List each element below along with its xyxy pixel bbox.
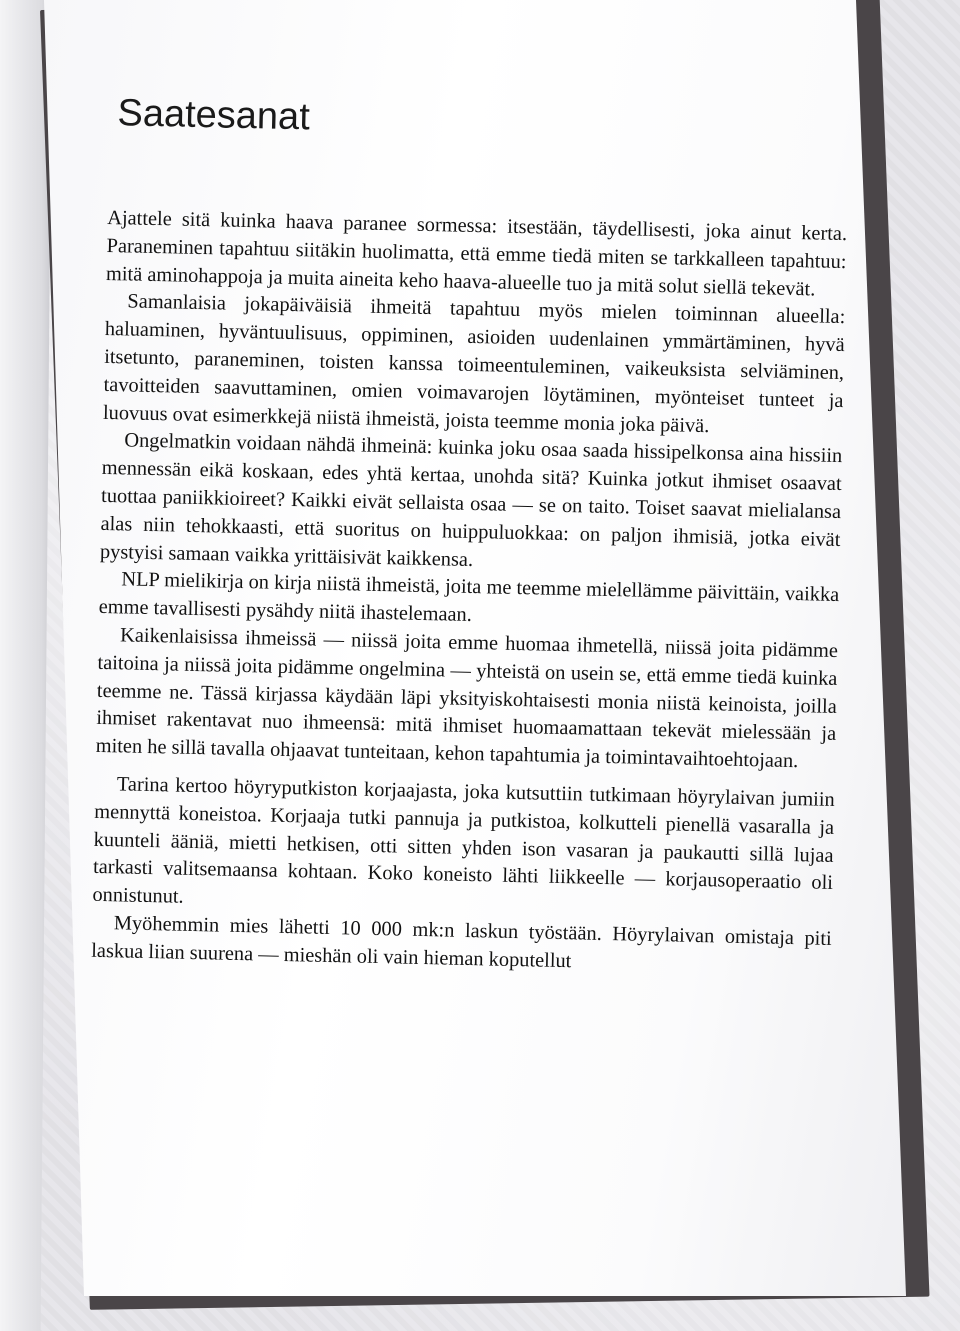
- page-heading: Saatesanat: [117, 92, 311, 139]
- page-content: [91, 92, 850, 981]
- paragraph: Myöhemmin mies lähetti 10 000 mk:n laskun työstään. Höyrylaivan omistaja piti laskua liian suurena — mieshän oli vain hieman koputellut: [91, 912, 832, 972]
- paragraph: Tarina kertoo höyryputkiston korjaajasta, joka kutsuttiin tutkimaan höyrylaivan jumiin mennyttä koneistoa. Korjaaja tutki pannuja ja putkistoa, kolkutteli pienellä vasaralla ja kuunteli ääniä, mietti hetkisen, otti sitten yhden ison vasaran ja paukautti sillä lujaa tarkasti valitsemaansa kohtaan. Koko koneisto lähti liikkeelle — korjausoperaatio oli onnistunut.: [92, 773, 835, 908]
- paragraph: Samanlaisia jokapäiväisiä ihmeitä tapahtuu myös mielen toiminnan alueella: haluaminen, hyväntuulisuus, oppiminen, asioiden uudenlainen ymmärtäminen, hyvä itsetunto, paraneminen, toisten kanssa toimeentuleminen, vaikeuksista selviäminen, tavoitteiden saavuttaminen, omien voimavarojen löytäminen, myönteiset tunteet ja luovuus ovat esimerkkejä niistä ihmeistä, joista teemme monia joka päivä.: [102, 290, 846, 437]
- paragraph: Kaikenlaisissa ihmeissä — niissä joita emme huomaa ihmetellä, niissä joita pidämme taitoina ja niissä joita pidämme ongelmina — yhteistä on usein se, että emme tiedä kuinka teemme ne. Tässä kirjassa käydään läpi yksityiskohtaisesti monia niistä keinoista, joilla ihmiset rakentavat nuo ihmeensä: mitä ihmiset huomaamattaan tekevät mielessään ja miten he sillä tavalla ohjaavat tunteitaan, kehon tapahtumia ja toimintavaihtoehtojaan.: [95, 624, 839, 773]
- paragraph: Ongelmatkin voidaan nähdä ihmeinä: kuinka joku osaa saada hissipelkonsa aina hissiin mennessän eikä koskaan, edes yhtä kertaa, unohda sitä? Kuinka jotkut ihmiset osaavat tuottaa paniikkioireet? Kaikki eivät sellaista osaa — se on taito. Toiset saavat mielialansa alas niin tehokkaasti, että suoritus on huippuluokkaa: on paljon ihmisiä, jotka eivät pystyisi samaan vaikka yrittäisivät kaikkensa.: [99, 429, 843, 571]
- paragraph: NLP mielikirja on kirja niistä ihmeistä, joita me teemme mielellämme päivittäin, vaikka emme tavallisesti pysähdy niitä ihastelemaan.: [98, 568, 840, 627]
- paragraph: Ajattele sitä kuinka haava paranee sormessa: itsestään, täydellisesti, joka ainut kerta. Paraneminen tapahtuu siitäkin huolimatta, että emme tiedä miten se tarkkalleen tapahtuu: mitä aminohappoja ja muita aineita keho haava-alueelle tuo ja mitä solut siellä tekevät.: [105, 206, 848, 301]
